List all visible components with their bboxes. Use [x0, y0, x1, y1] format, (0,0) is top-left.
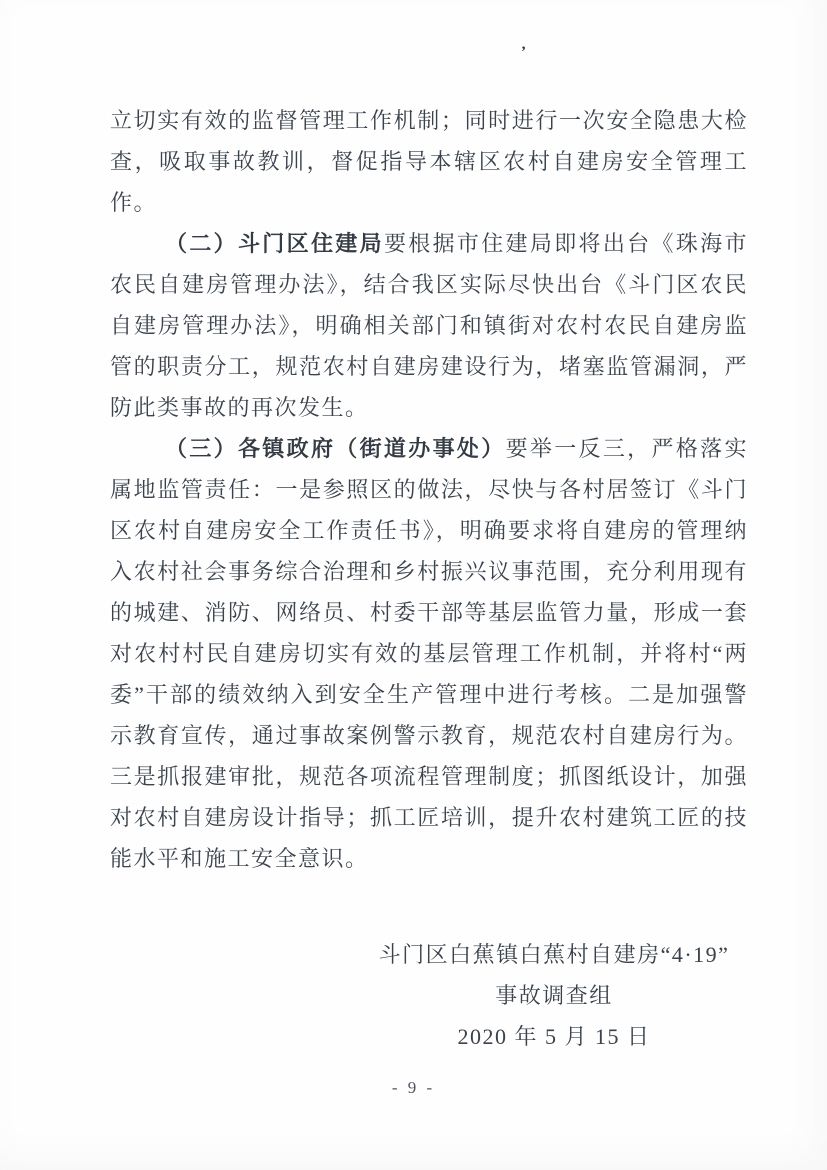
- paragraph-text: 要根据市住建局即将出台《珠海市农民自建房管理办法》，结合我区实际尽快出台《斗门区农民自建房管理办法》，明确相关部门和镇街对农村农民自建房监管的职责分工，规范农村自建房建设行为，堵塞监管漏洞，严防此类事故的再次发生。: [110, 231, 748, 420]
- section-3-heading: （三）各镇政府（街道办事处）: [165, 436, 506, 461]
- signature-org-line-2: 事故调查组: [495, 983, 613, 1008]
- signature-org-line-1: 斗门区白蕉镇白蕉村自建房“4·19”: [378, 942, 730, 967]
- page-number: - 9 -: [391, 1078, 436, 1097]
- paragraph-text: 立切实有效的监督管理工作机制；同时进行一次安全隐患大检查，吸取事故教训，督促指导本辖区农村自建房安全管理工作。: [110, 108, 748, 215]
- paragraph-continuation: [110, 100, 748, 223]
- section-2-heading: （二）斗门区住建局: [165, 231, 384, 256]
- paragraph-section-3: [110, 428, 748, 879]
- scan-speck-mark: ’: [521, 44, 526, 60]
- signature-date: 2020 年 5 月 15 日: [457, 1024, 651, 1049]
- paragraph-text: 要举一反三，严格落实属地监管责任：一是参照区的做法，尽快与各村居签订《斗门区农村自建房安全工作责任书》，明确要求将自建房的管理纳入农村社会事务综合治理和乡村振兴议事范围，充分利用现有的城建、消防、网络员、村委干部等基层监管力量，形成一套对农村村民自建房切实有效的基层管理工作机制，并将村“两委”干部的绩效纳入到安全生产管理中进行考核。二是加强警示教育宣传，通过事故案例警示教育，规范农村自建房行为。三是抓报建审批，规范各项流程管理制度；抓图纸设计，加强对农村自建房设计指导；抓工匠培训，提升农村建筑工匠的技能水平和施工安全意识。: [110, 436, 748, 871]
- document-body: [110, 100, 748, 1057]
- signature-block: [358, 934, 750, 1057]
- paragraph-section-2: [110, 223, 748, 428]
